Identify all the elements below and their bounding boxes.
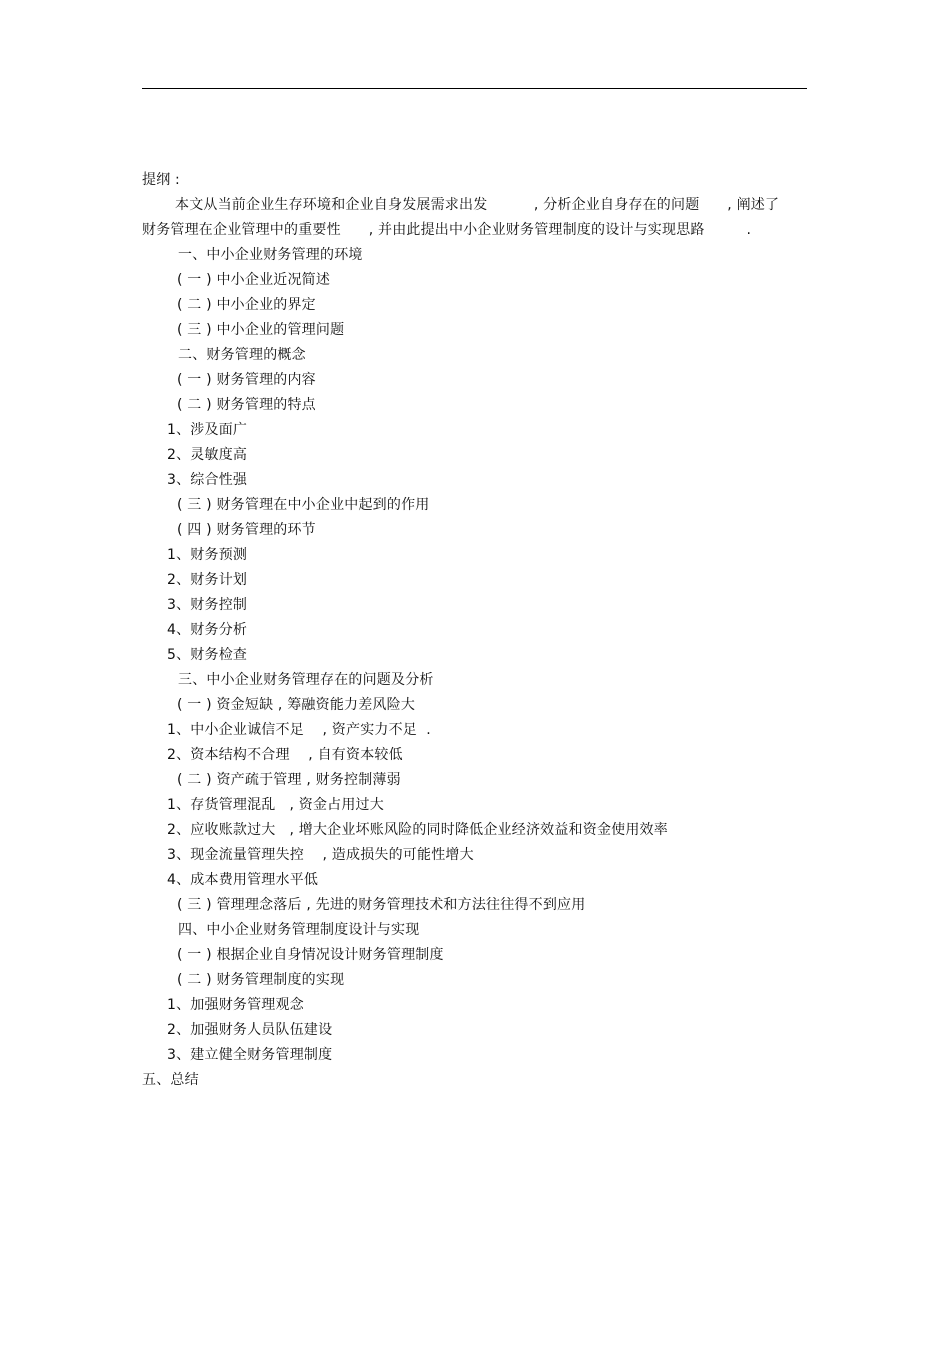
outline-item-subsection-heading: ( 二 ) 中小企业的界定 (177, 297, 316, 313)
outline-item-section-heading: 五、总结 (142, 1072, 199, 1088)
outline-item-numbered-item: 2、资本结构不合理 , 自有资本较低 (167, 747, 403, 763)
outline-item-numbered-item: 1、中小企业诚信不足 , 资产实力不足 . (167, 722, 431, 738)
outline-item-numbered-item: 2、加强财务人员队伍建设 (167, 1022, 333, 1038)
outline-item-subsection-heading: ( 三 ) 中小企业的管理问题 (177, 322, 345, 338)
outline-item-numbered-item: 3、现金流量管理失控 , 造成损失的可能性增大 (167, 847, 474, 863)
outline-item-subsection-heading: ( 二 ) 财务管理的特点 (177, 397, 316, 413)
outline-item-chapter-heading: 二、财务管理的概念 (178, 347, 306, 363)
outline-item-numbered-item: 1、存货管理混乱 , 资金占用过大 (167, 797, 384, 813)
abstract-line-1: 本文从当前企业生存环境和企业自身发展需求出发 , 分析企业自身存在的问题 , 阐述了 (175, 197, 780, 213)
outline-item-numbered-item: 5、财务检查 (167, 647, 248, 663)
outline-item-numbered-item: 3、综合性强 (167, 472, 248, 488)
outline-item-subsection-heading: ( 一 ) 财务管理的内容 (177, 372, 316, 388)
outline-item-subsection-heading: ( 四 ) 财务管理的环节 (177, 522, 316, 538)
outline-item-numbered-item: 1、财务预测 (167, 547, 248, 563)
outline-label: 提纲 : (142, 172, 180, 188)
abstract-line-2: 财务管理在企业管理中的重要性 , 并由此提出中小企业财务管理制度的设计与实现思路 . (142, 222, 752, 238)
outline-item-subsection-heading: ( 三 ) 财务管理在中小企业中起到的作用 (177, 497, 430, 513)
outline-item-chapter-heading: 三、中小企业财务管理存在的问题及分析 (178, 672, 434, 688)
outline-item-subsection-heading: ( 一 ) 根据企业自身情况设计财务管理制度 (177, 947, 444, 963)
outline-item-chapter-heading: 四、中小企业财务管理制度设计与实现 (178, 922, 420, 938)
outline-item-numbered-item: 4、财务分析 (167, 622, 248, 638)
outline-item-numbered-item: 3、建立健全财务管理制度 (167, 1047, 333, 1063)
outline-item-numbered-item: 3、财务控制 (167, 597, 248, 613)
outline-item-subsection-heading: ( 一 ) 资金短缺 , 筹融资能力差风险大 (177, 697, 416, 713)
outline-item-numbered-item: 2、应收账款过大 , 增大企业坏账风险的同时降低企业经济效益和资金使用效率 (167, 822, 668, 838)
outline-item-subsection-heading: ( 一 ) 中小企业近况简述 (177, 272, 331, 288)
outline-item-numbered-item: 4、成本费用管理水平低 (167, 872, 319, 888)
outline-item-subsection-heading: ( 三 ) 管理理念落后 , 先进的财务管理技术和方法往往得不到应用 (177, 897, 586, 913)
outline-item-numbered-item: 2、灵敏度高 (167, 447, 248, 463)
outline-item-chapter-heading: 一、中小企业财务管理的环境 (178, 247, 363, 263)
outline-item-numbered-item: 2、财务计划 (167, 572, 248, 588)
outline-item-subsection-heading: ( 二 ) 财务管理制度的实现 (177, 972, 345, 988)
document-body (142, 168, 812, 1093)
outline-item-subsection-heading: ( 二 ) 资产疏于管理 , 财务控制薄弱 (177, 772, 401, 788)
outline-item-numbered-item: 1、加强财务管理观念 (167, 997, 304, 1013)
outline-item-numbered-item: 1、涉及面广 (167, 422, 248, 438)
header-rule (142, 88, 807, 89)
outline-list (142, 243, 812, 1093)
